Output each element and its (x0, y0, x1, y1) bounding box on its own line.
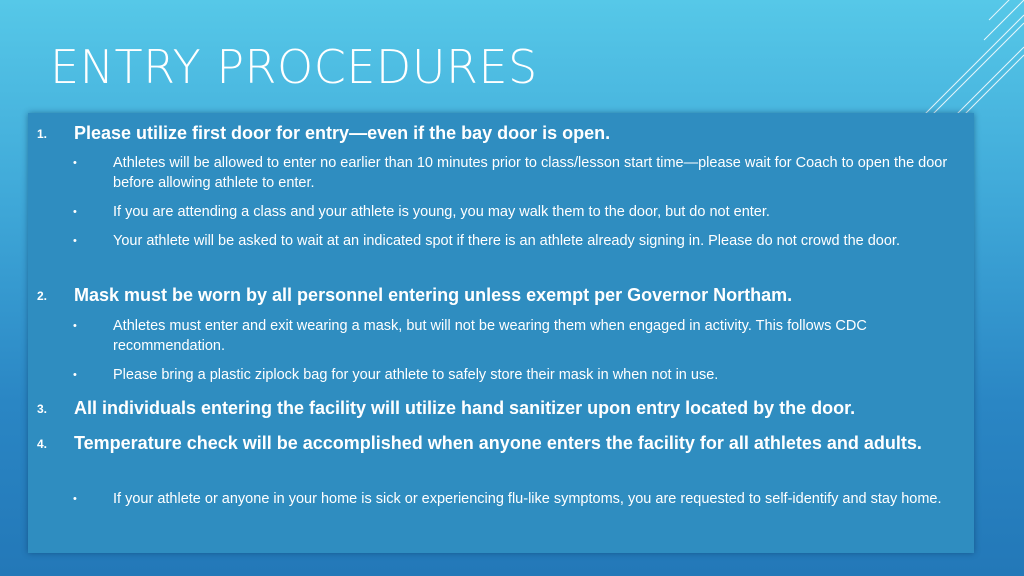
bullet: • (73, 493, 77, 505)
item-number: 2. (37, 289, 48, 303)
bullet: • (73, 320, 77, 332)
bullet: • (73, 369, 77, 381)
sub-item-text: If you are attending a class and your athlete is young, you may walk them to the door, but do not enter. (113, 204, 770, 220)
sub-item-text: If your athlete or anyone in your home is sick or experiencing flu-like symptoms, you are requested to self-identify and stay home. (113, 491, 942, 507)
decorative-lines (894, 0, 1024, 120)
page-title: ENTRY PROCEDURES (50, 40, 538, 94)
bullet: • (73, 206, 77, 218)
bullet: • (73, 157, 77, 169)
sub-item-text: Athletes must enter and exit wearing a mask, but will not be wearing them when engaged in activity. This follows CDC recommendation. (113, 318, 867, 354)
sub-item-text: Please bring a plastic ziplock bag for your athlete to safely store their mask in when not in use. (113, 367, 719, 383)
sub-item-text: Your athlete will be asked to wait at an indicated spot if there is an athlete already signing in. Please do not crowd the door. (113, 233, 900, 249)
sub-item-text: Athletes will be allowed to enter no earlier than 10 minutes prior to class/lesson start time—please wait for Coach to open the door before allowing athlete to enter. (113, 155, 948, 191)
item-heading: Please utilize first door for entry—even if the bay door is open. (74, 123, 611, 143)
item-number: 1. (37, 127, 48, 141)
item-heading: All individuals entering the facility will utilize hand sanitizer upon entry located by the door. (74, 398, 856, 418)
item-heading: Mask must be worn by all personnel entering unless exempt per Governor Northam. (74, 285, 793, 305)
item-heading: Temperature check will be accomplished when anyone enters the facility for all athletes and adults. (74, 433, 922, 453)
content-panel (28, 113, 974, 553)
bullet: • (73, 235, 77, 247)
item-number: 4. (37, 437, 48, 451)
item-number: 3. (37, 402, 48, 416)
